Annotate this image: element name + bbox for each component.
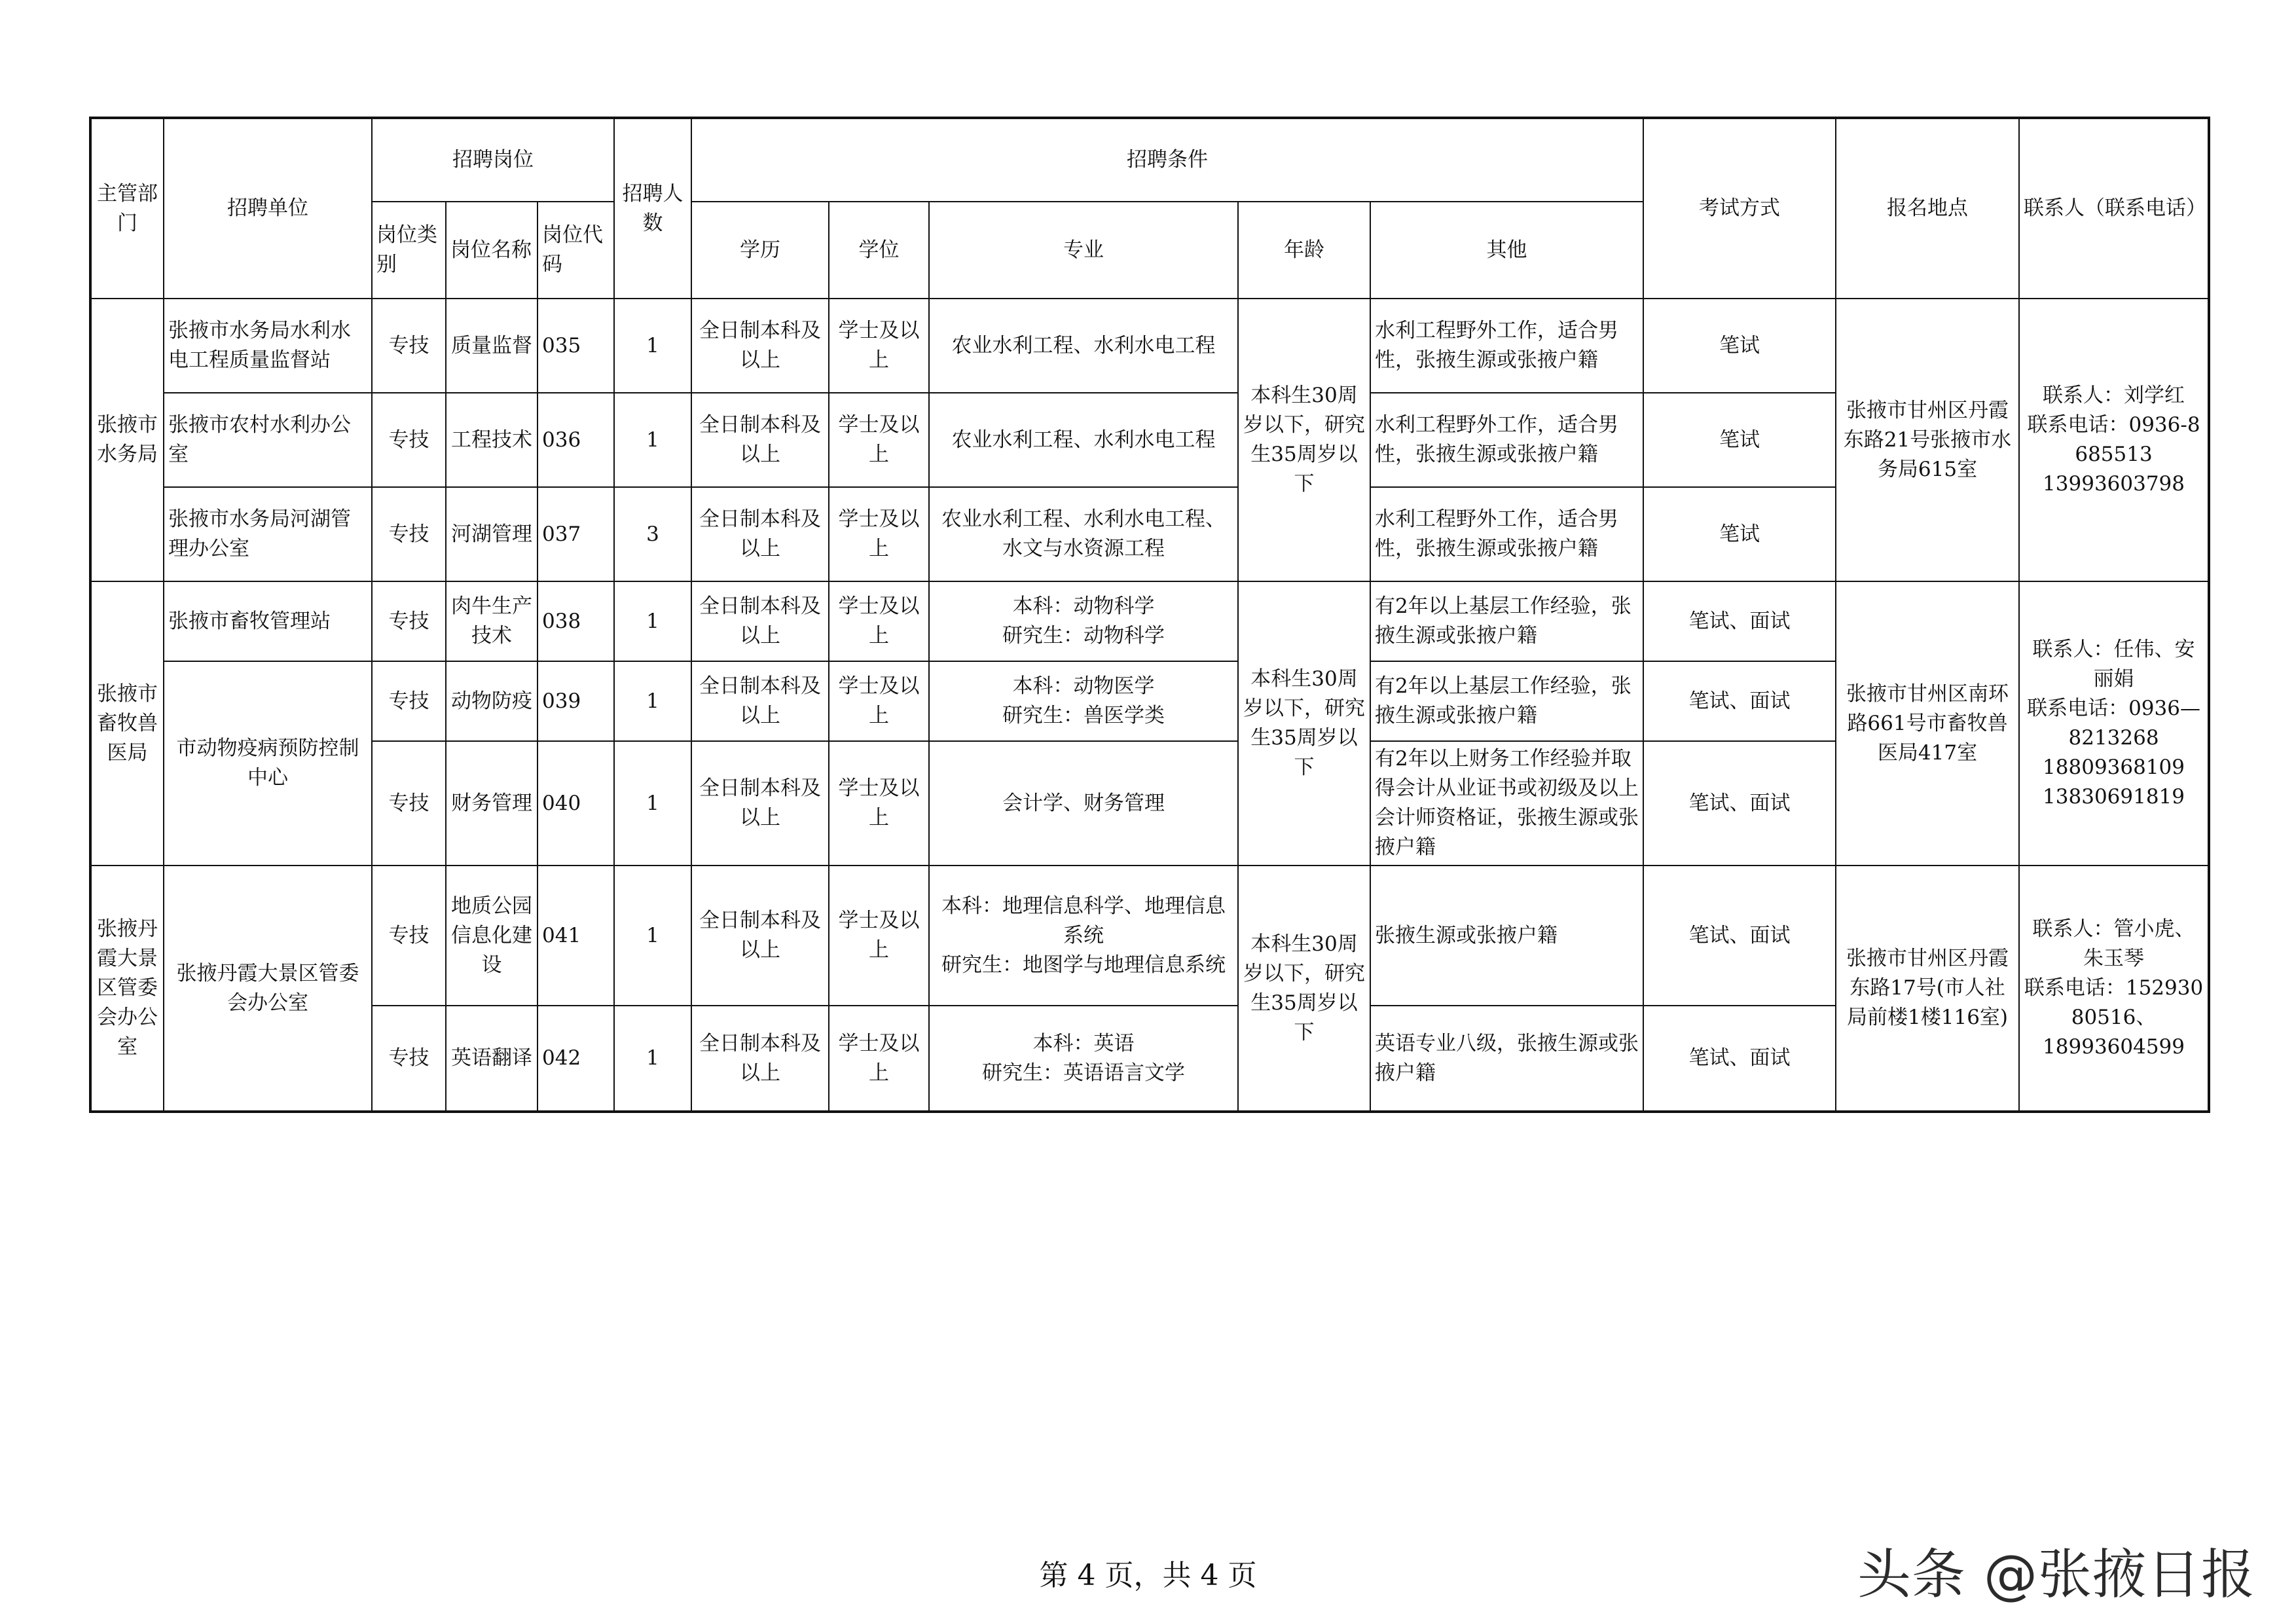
- cell-unit: 张掖市畜牧管理站: [164, 581, 372, 661]
- cell-other: 水利工程野外工作，适合男性，张掖生源或张掖户籍: [1370, 299, 1643, 393]
- cell-major: 农业水利工程、水利水电工程: [929, 393, 1238, 487]
- cell-post-code: 042: [538, 1006, 614, 1112]
- cell-age: 本科生30周岁以下，研究生35周岁以下: [1238, 581, 1370, 866]
- header-unit: 招聘单位: [164, 118, 372, 299]
- cell-post-code: 039: [538, 661, 614, 741]
- cell-post-name: 河湖管理: [446, 487, 538, 581]
- header-education: 学历: [691, 202, 829, 299]
- cell-education: 全日制本科及以上: [691, 581, 829, 661]
- table-row: [90, 866, 2209, 1006]
- cell-count: 1: [614, 661, 691, 741]
- cell-major: 农业水利工程、水利水电工程、水文与水资源工程: [929, 487, 1238, 581]
- cell-exam: 笔试、面试: [1643, 1006, 1836, 1112]
- cell-unit: 张掖市水务局水利水电工程质量监督站: [164, 299, 372, 393]
- cell-exam: 笔试、面试: [1643, 866, 1836, 1006]
- header-post-type: 岗位类别: [372, 202, 446, 299]
- cell-other: 水利工程野外工作，适合男性，张掖生源或张掖户籍: [1370, 487, 1643, 581]
- cell-education: 全日制本科及以上: [691, 299, 829, 393]
- cell-degree: 学士及以上: [829, 393, 929, 487]
- cell-degree: 学士及以上: [829, 487, 929, 581]
- cell-other: 有2年以上基层工作经验，张掖生源或张掖户籍: [1370, 581, 1643, 661]
- cell-count: 1: [614, 866, 691, 1006]
- cell-education: 全日制本科及以上: [691, 1006, 829, 1112]
- cell-place: 张掖市甘州区南环路661号市畜牧兽医局417室: [1836, 581, 2019, 866]
- header-age: 年龄: [1238, 202, 1370, 299]
- cell-post-type: 专技: [372, 866, 446, 1006]
- cell-exam: 笔试、面试: [1643, 741, 1836, 866]
- cell-unit: 张掖丹霞大景区管委会办公室: [164, 866, 372, 1112]
- cell-count: 1: [614, 299, 691, 393]
- cell-education: 全日制本科及以上: [691, 741, 829, 866]
- header-dept: 主管部门: [90, 118, 164, 299]
- cell-major: 本科：动物科学 研究生：动物科学: [929, 581, 1238, 661]
- header-degree: 学位: [829, 202, 929, 299]
- cell-education: 全日制本科及以上: [691, 866, 829, 1006]
- cell-post-type: 专技: [372, 581, 446, 661]
- header-major: 专业: [929, 202, 1238, 299]
- cell-post-type: 专技: [372, 1006, 446, 1112]
- table-row: [90, 581, 2209, 661]
- cell-post-name: 财务管理: [446, 741, 538, 866]
- cell-major: 会计学、财务管理: [929, 741, 1238, 866]
- cell-unit: 市动物疫病预防控制中心: [164, 661, 372, 866]
- cell-degree: 学士及以上: [829, 866, 929, 1006]
- recruitment-table: [89, 117, 2210, 1113]
- cell-exam: 笔试: [1643, 299, 1836, 393]
- cell-exam: 笔试、面试: [1643, 661, 1836, 741]
- cell-degree: 学士及以上: [829, 661, 929, 741]
- cell-post-name: 地质公园信息化建设: [446, 866, 538, 1006]
- page-footer: 第 4 页，共 4 页: [1039, 1559, 1257, 1592]
- cell-count: 1: [614, 741, 691, 866]
- cell-age: 本科生30周岁以下，研究生35周岁以下: [1238, 299, 1370, 581]
- cell-post-name: 质量监督: [446, 299, 538, 393]
- cell-contact: 联系人：刘学红 联系电话：0936-8685513 13993603798: [2019, 299, 2209, 581]
- cell-major: 本科：英语 研究生：英语语言文学: [929, 1006, 1238, 1112]
- cell-age: 本科生30周岁以下，研究生35周岁以下: [1238, 866, 1370, 1112]
- cell-exam: 笔试、面试: [1643, 581, 1836, 661]
- cell-education: 全日制本科及以上: [691, 661, 829, 741]
- cell-other: 有2年以上财务工作经验并取得会计从业证书或初级及以上会计师资格证，张掖生源或张掖户籍: [1370, 741, 1643, 866]
- cell-degree: 学士及以上: [829, 581, 929, 661]
- header-post-name: 岗位名称: [446, 202, 538, 299]
- cell-post-code: 041: [538, 866, 614, 1006]
- cell-post-name: 肉牛生产技术: [446, 581, 538, 661]
- cell-degree: 学士及以上: [829, 1006, 929, 1112]
- cell-post-name: 工程技术: [446, 393, 538, 487]
- header-place: 报名地点: [1836, 118, 2019, 299]
- cell-count: 3: [614, 487, 691, 581]
- cell-major: 本科：动物医学 研究生：兽医学类: [929, 661, 1238, 741]
- header-conditions-group: 招聘条件: [691, 118, 1643, 202]
- cell-count: 1: [614, 581, 691, 661]
- cell-other: 有2年以上基层工作经验，张掖生源或张掖户籍: [1370, 661, 1643, 741]
- header-other: 其他: [1370, 202, 1643, 299]
- cell-other: 张掖生源或张掖户籍: [1370, 866, 1643, 1006]
- cell-post-code: 037: [538, 487, 614, 581]
- cell-education: 全日制本科及以上: [691, 487, 829, 581]
- cell-post-code: 040: [538, 741, 614, 866]
- header-exam: 考试方式: [1643, 118, 1836, 299]
- cell-place: 张掖市甘州区丹霞东路21号张掖市水务局615室: [1836, 299, 2019, 581]
- header-post-code: 岗位代码: [538, 202, 614, 299]
- cell-post-name: 动物防疫: [446, 661, 538, 741]
- cell-unit: 张掖市水务局河湖管理办公室: [164, 487, 372, 581]
- cell-education: 全日制本科及以上: [691, 393, 829, 487]
- cell-exam: 笔试: [1643, 487, 1836, 581]
- cell-degree: 学士及以上: [829, 299, 929, 393]
- cell-post-code: 036: [538, 393, 614, 487]
- cell-contact: 联系人：管小虎、朱玉琴 联系电话：15293080516、 18993604599: [2019, 866, 2209, 1112]
- cell-post-code: 038: [538, 581, 614, 661]
- watermark: 头条 @张掖日报: [1857, 1544, 2255, 1606]
- cell-other: 水利工程野外工作，适合男性，张掖生源或张掖户籍: [1370, 393, 1643, 487]
- cell-other: 英语专业八级，张掖生源或张掖户籍: [1370, 1006, 1643, 1112]
- table-row: [90, 299, 2209, 393]
- cell-contact: 联系人：任伟、安丽娟 联系电话：0936—8213268 18809368109 13830691819: [2019, 581, 2209, 866]
- cell-dept: 张掖市畜牧兽医局: [90, 581, 164, 866]
- cell-dept: 张掖市水务局: [90, 299, 164, 581]
- header-contact: 联系人（联系电话）: [2019, 118, 2209, 299]
- header-post-group: 招聘岗位: [372, 118, 614, 202]
- cell-count: 1: [614, 1006, 691, 1112]
- cell-major: 农业水利工程、水利水电工程: [929, 299, 1238, 393]
- cell-post-name: 英语翻译: [446, 1006, 538, 1112]
- cell-post-type: 专技: [372, 741, 446, 866]
- cell-post-type: 专技: [372, 487, 446, 581]
- cell-dept: 张掖丹霞大景区管委会办公室: [90, 866, 164, 1112]
- cell-post-type: 专技: [372, 393, 446, 487]
- cell-major: 本科：地理信息科学、地理信息系统 研究生：地图学与地理信息系统: [929, 866, 1238, 1006]
- cell-post-code: 035: [538, 299, 614, 393]
- cell-post-type: 专技: [372, 661, 446, 741]
- cell-count: 1: [614, 393, 691, 487]
- cell-place: 张掖市甘州区丹霞东路17号(市人社局前楼1楼116室): [1836, 866, 2019, 1112]
- cell-post-type: 专技: [372, 299, 446, 393]
- cell-degree: 学士及以上: [829, 741, 929, 866]
- header-count: 招聘人数: [614, 118, 691, 299]
- cell-exam: 笔试: [1643, 393, 1836, 487]
- cell-unit: 张掖市农村水利办公室: [164, 393, 372, 487]
